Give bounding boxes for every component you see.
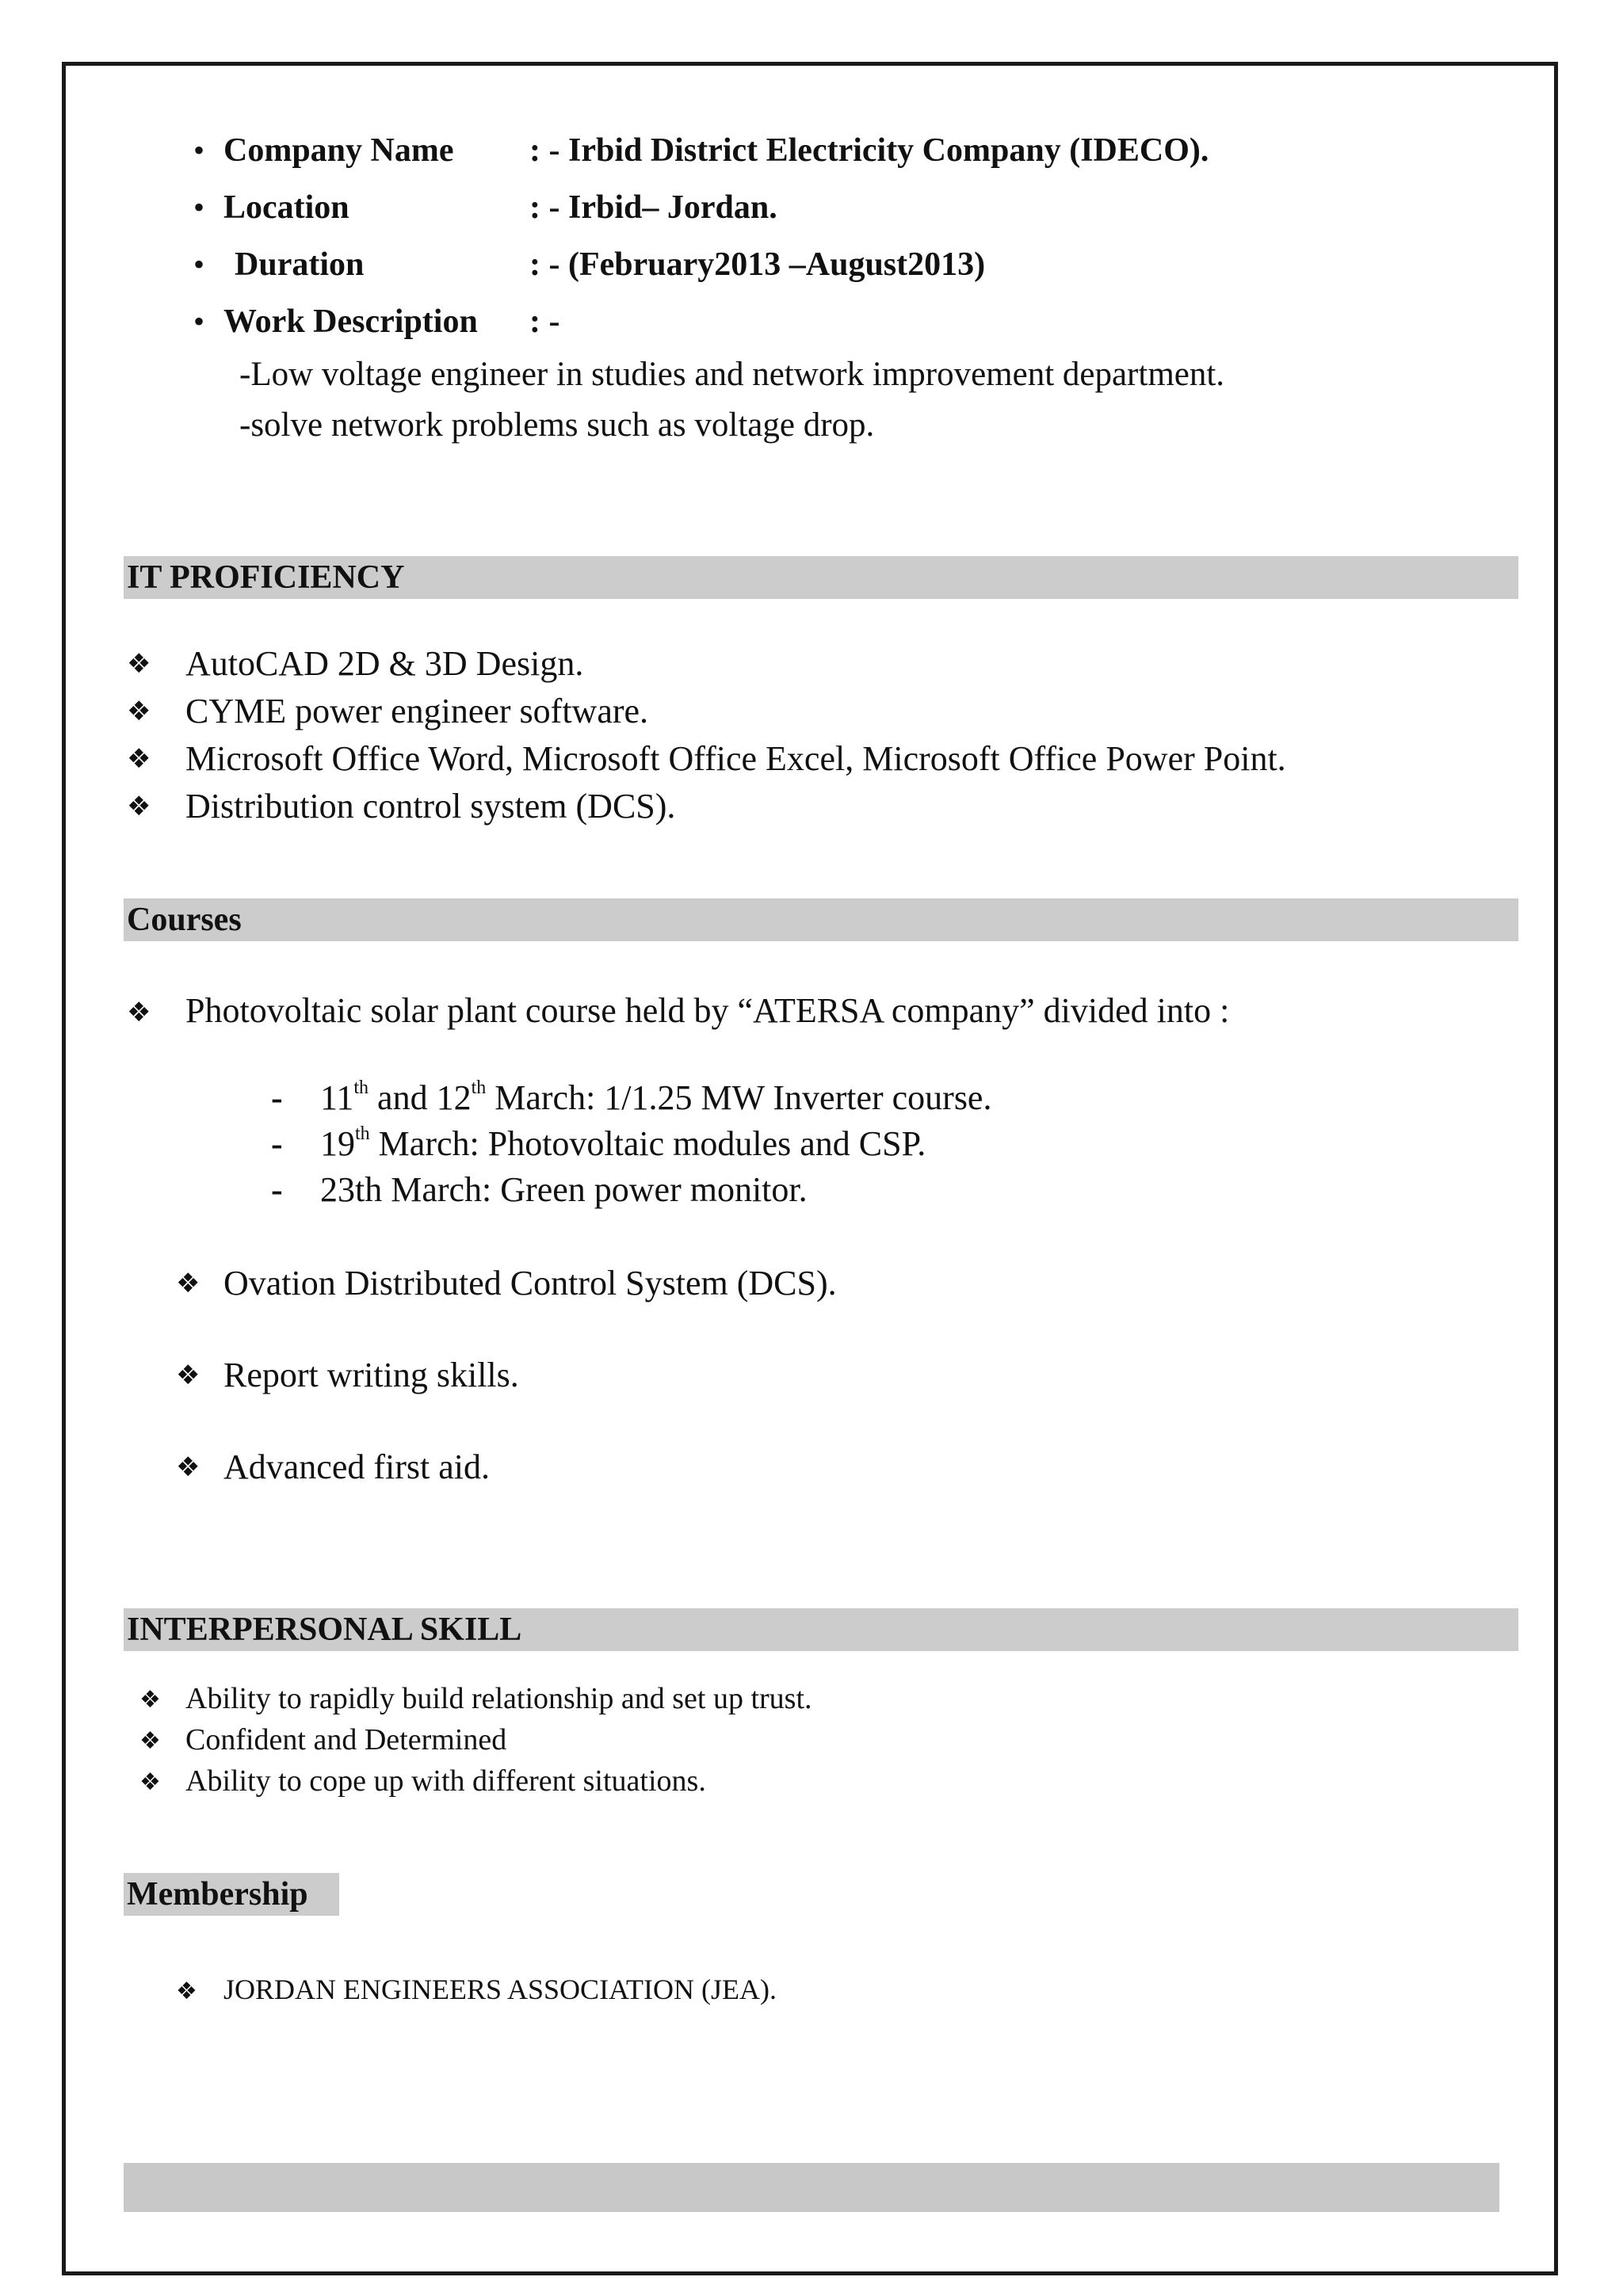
diamond-bullet-icon: ❖ (176, 1268, 200, 1299)
section-heading-membership: Membership (124, 1873, 339, 1916)
section-heading-courses: Courses (124, 898, 1518, 941)
diamond-bullet-icon: ❖ (127, 743, 151, 775)
course-item: Report writing skills. (223, 1356, 519, 1394)
diamond-bullet-icon: ❖ (139, 1727, 161, 1755)
diamond-bullet-icon: ❖ (127, 648, 151, 680)
list-item: Microsoft Office Word, Microsoft Office Excel, Microsoft Office Power Point. (185, 739, 1286, 778)
list-item: AutoCAD 2D & 3D Design. (185, 644, 584, 683)
job-label-duration: Duration (235, 246, 365, 283)
job-label-company: Company Name (223, 132, 454, 169)
diamond-bullet-icon: ❖ (139, 1768, 161, 1796)
round-bullet-icon: • (193, 189, 205, 225)
diamond-bullet-icon: ❖ (176, 1451, 200, 1483)
dash-bullet-icon: - (271, 1170, 283, 1209)
list-item: Distribution control system (DCS). (185, 787, 676, 826)
round-bullet-icon: • (193, 303, 205, 339)
job-value-location: : - Irbid– Jordan. (529, 189, 777, 226)
diamond-bullet-icon: ❖ (176, 1360, 200, 1391)
job-value-description: : - (529, 303, 560, 340)
job-value-company: : - Irbid District Electricity Company (IDECO). (529, 132, 1209, 169)
course-main-item: Photovoltaic solar plant course held by “ATERSA company” divided into : (185, 991, 1230, 1030)
diamond-bullet-icon: ❖ (176, 1978, 197, 2005)
job-value-duration: : - (February2013 –August2013) (529, 246, 986, 283)
job-label-description: Work Description (223, 303, 478, 340)
list-item: Ability to rapidly build relationship and set up trust. (185, 1682, 812, 1715)
section-heading-it-proficiency: IT PROFICIENCY (124, 556, 1518, 599)
list-item: JORDAN ENGINEERS ASSOCIATION (JEA). (223, 1974, 777, 2005)
list-item: CYME power engineer software. (185, 692, 649, 730)
footer-bar (124, 2163, 1499, 2212)
round-bullet-icon: • (193, 132, 205, 168)
diamond-bullet-icon: ❖ (139, 1686, 161, 1714)
job-description-line: -solve network problems such as voltage drop. (239, 406, 875, 444)
list-item: Ability to cope up with different situations. (185, 1764, 706, 1798)
diamond-bullet-icon: ❖ (127, 791, 151, 822)
diamond-bullet-icon: ❖ (127, 997, 151, 1028)
round-bullet-icon: • (193, 246, 205, 282)
course-sub-item: 19th March: Photovoltaic modules and CSP. (320, 1123, 926, 1163)
dash-bullet-icon: - (271, 1124, 283, 1163)
section-heading-interpersonal-skill: INTERPERSONAL SKILL (124, 1608, 1518, 1651)
course-sub-item: 23th March: Green power monitor. (320, 1170, 808, 1209)
course-item: Ovation Distributed Control System (DCS). (223, 1264, 837, 1302)
course-item: Advanced first aid. (223, 1447, 490, 1486)
course-sub-item: 11th and 12th March: 1/1.25 MW Inverter course. (320, 1077, 992, 1117)
page-border (62, 62, 1558, 2275)
dash-bullet-icon: - (271, 1078, 283, 1117)
job-description-line: -Low voltage engineer in studies and network improvement department. (239, 356, 1225, 393)
job-label-location: Location (223, 189, 349, 226)
list-item: Confident and Determined (185, 1723, 507, 1756)
diamond-bullet-icon: ❖ (127, 696, 151, 727)
